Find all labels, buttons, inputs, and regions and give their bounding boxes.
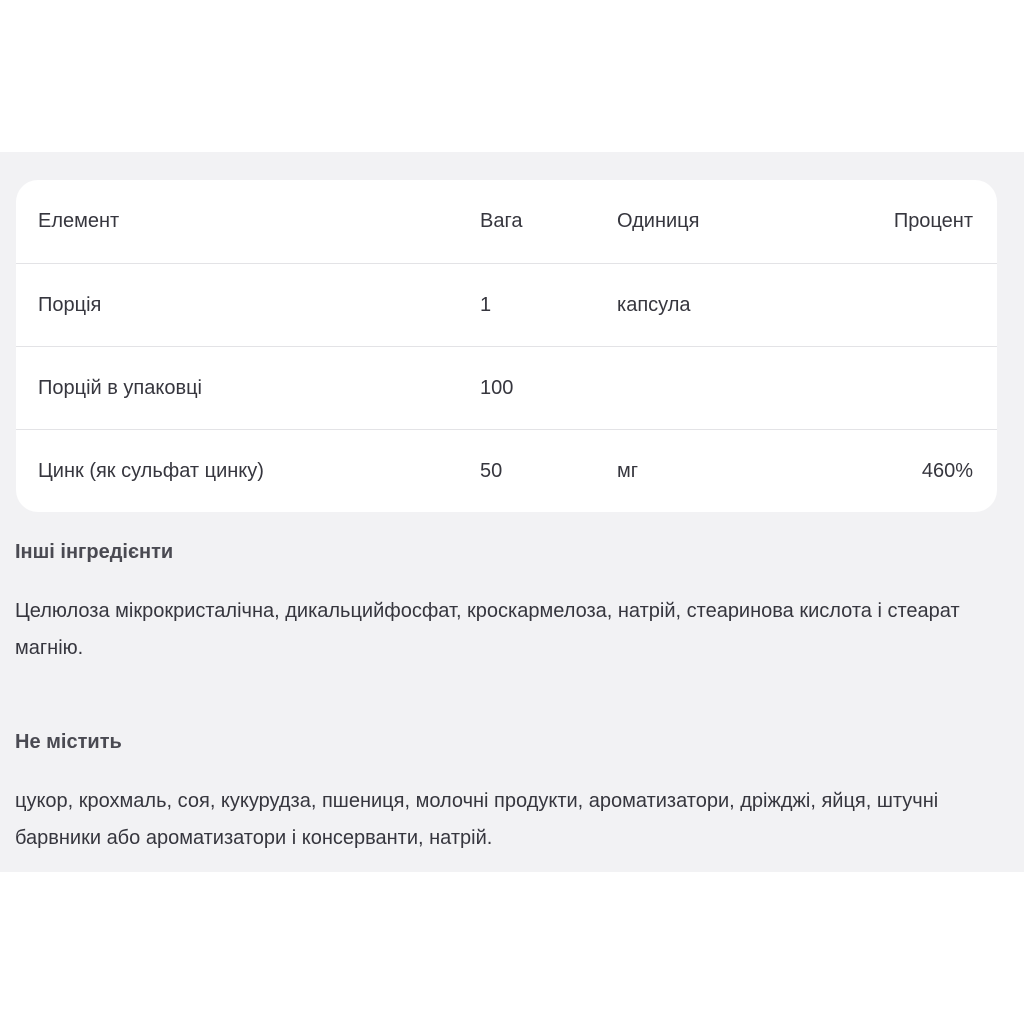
nutrition-table [16,180,997,512]
does-not-contain-text: цукор, крохмаль, соя, кукурудза, пшениця, молочні продукти, ароматизатори, дріжджі, яйця, штучні барвники або ароматизатори і консерванти, натрій. [15,790,939,849]
table-row [16,346,997,430]
table-row [16,263,997,347]
product-info-panel [0,152,1024,872]
row-element: Цинк (як сульфат цинку) [38,460,264,482]
row-element: Порція [38,294,102,316]
header-element: Елемент [38,210,120,232]
row-unit: мг [617,460,639,482]
table-header-row [16,180,997,263]
table-row [16,429,997,512]
row-percent: 460% [921,460,973,482]
row-unit: капсула [617,294,691,316]
other-ingredients-text: Целюлоза мікрокристалічна, дикальцийфосфат, кроскармелоза, натрій, стеаринова кислота і стеарат магнію. [15,600,960,659]
row-element: Порцій в упаковці [38,377,203,399]
other-ingredients-title: Інші інгредієнти [15,541,174,563]
row-weight: 1 [480,294,492,316]
row-weight: 50 [480,460,503,482]
header-unit: Одиниця [617,210,700,232]
does-not-contain-title: Не містить [15,731,122,753]
header-weight: Вага [480,210,523,232]
row-weight: 100 [480,377,514,399]
header-percent: Процент [893,210,973,232]
